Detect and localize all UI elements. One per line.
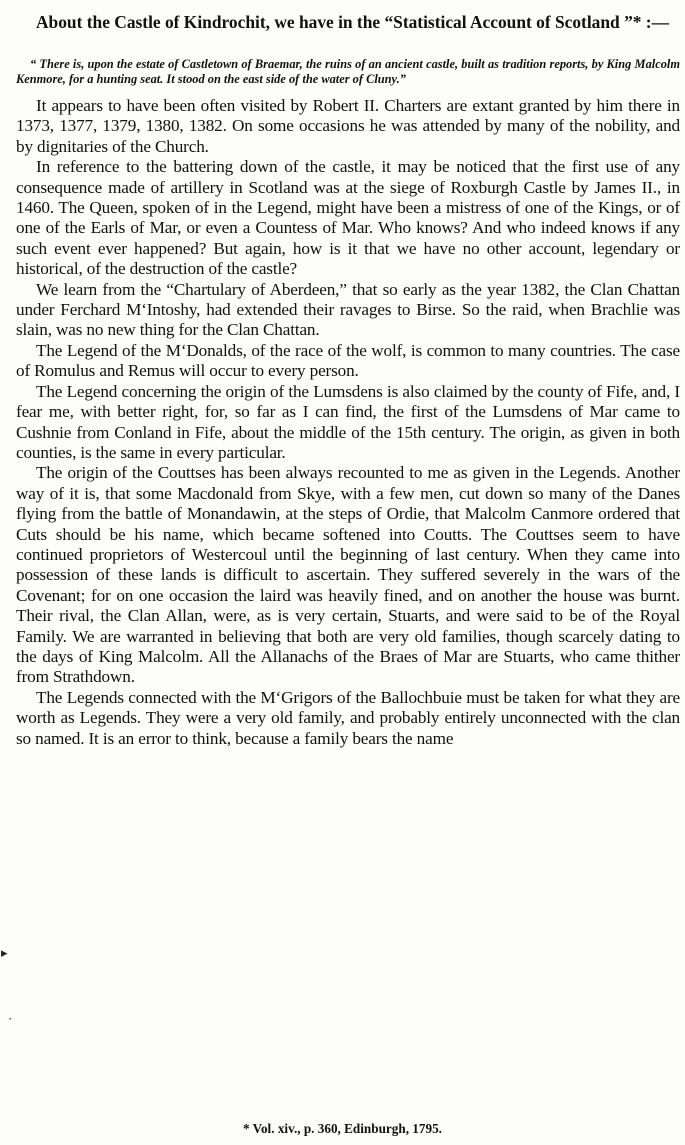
paragraph-mdonalds: The Legend of the M‘Donalds, of the race of the wolf, is common to many countries. The case of Romulus and Remus will occur to every person. — [16, 340, 680, 381]
paragraph-lumsdens: The Legend concerning the origin of the Lumsdens is also claimed by the county of Fife, and, I fear me, with better right, for, so far as I can find, the first of the Lumsdens of Mar came to Cushnie from Conland in Fife, about the middle of the 15th century. The origin, as given in both counties, is the same in every particular. — [16, 381, 680, 462]
footnote: * Vol. xiv., p. 360, Edinburgh, 1795. — [243, 1121, 442, 1136]
block-quote: “ There is, upon the estate of Castletown of Braemar, the ruins of an ancient castle, built as tradition reports, by King Malcolm Kenmore, for a hunting seat. It stood on the east side of the water of Cluny.” — [16, 57, 680, 86]
paragraph-mgrigors: The Legends connected with the M‘Grigors of the Ballochbuie must be taken for what they are worth as Legends. They were a very old family, and probably entirely unconnected with the clan so named. It is an error to think, because a family bears the name — [16, 687, 680, 748]
intro-heading: About the Castle of Kindrochit, we have in the “Statistical Account of Scotland ”* :— — [36, 12, 669, 32]
paragraph-couttses: The origin of the Couttses has been always recounted to me as given in the Legends. Another way of it is, that some Macdonald from Skye, with a few men, cut down so many of the Danes flying from the battle of Monandawin, at the steps of Ordie, that Malcolm Canmore ordered that Cuts should be his name, which became softened into Coutts. The Couttses seem to have continued proprietors of Westercoul until the beginning of last century. When they came into possession of these lands is difficult to ascertain. They suffered severely in the wars of the Covenant; for on one occasion the laird was heavily fined, and on another the house was burnt. Their rival, the Clan Allan, were, as is very certain, Stuarts, and were said to be of the Royal Family. We are warranted in believing that both are very old families, though scarcely dating to the days of King Malcolm. All the Allanachs of the Braes of Mar are Stuarts, who came thither from Strathdown. — [16, 463, 680, 687]
paragraph-robert-ii: It appears to have been often visited by Robert II. Charters are extant granted by him there in 1373, 1377, 1379, 1380, 1382. On some occasions he was attended by many of the nobility, and by dignitaries of the Church. — [16, 96, 680, 156]
margin-pointer-icon: ▸ — [1, 945, 8, 960]
paragraph-chartulary: We learn from the “Chartulary of Aberdeen,” that so early as the year 1382, the Clan Chattan under Ferchard M‘Intoshy, had extended their ravages to Birse. So the raid, when Brachlie was slain, was no new thing for the Clan Chattan. — [16, 279, 680, 340]
paragraph-artillery: In reference to the battering down of the castle, it may be noticed that the first use of any consequence made of artillery in Scotland was at the siege of Roxburgh Castle by James II., in 1460. The Queen, spoken of in the Legend, might have been a mistress of one of the Kings, or of one of the Earls of Mar, or even a Countess of Mar. Who knows? And who indeed knows if any such event ever happened? But again, how is it that we have no other account, legendary or historical, of the destruction of the castle? — [16, 157, 680, 279]
text-column — [16, 12, 680, 749]
margin-dot-icon: · — [8, 1011, 13, 1026]
